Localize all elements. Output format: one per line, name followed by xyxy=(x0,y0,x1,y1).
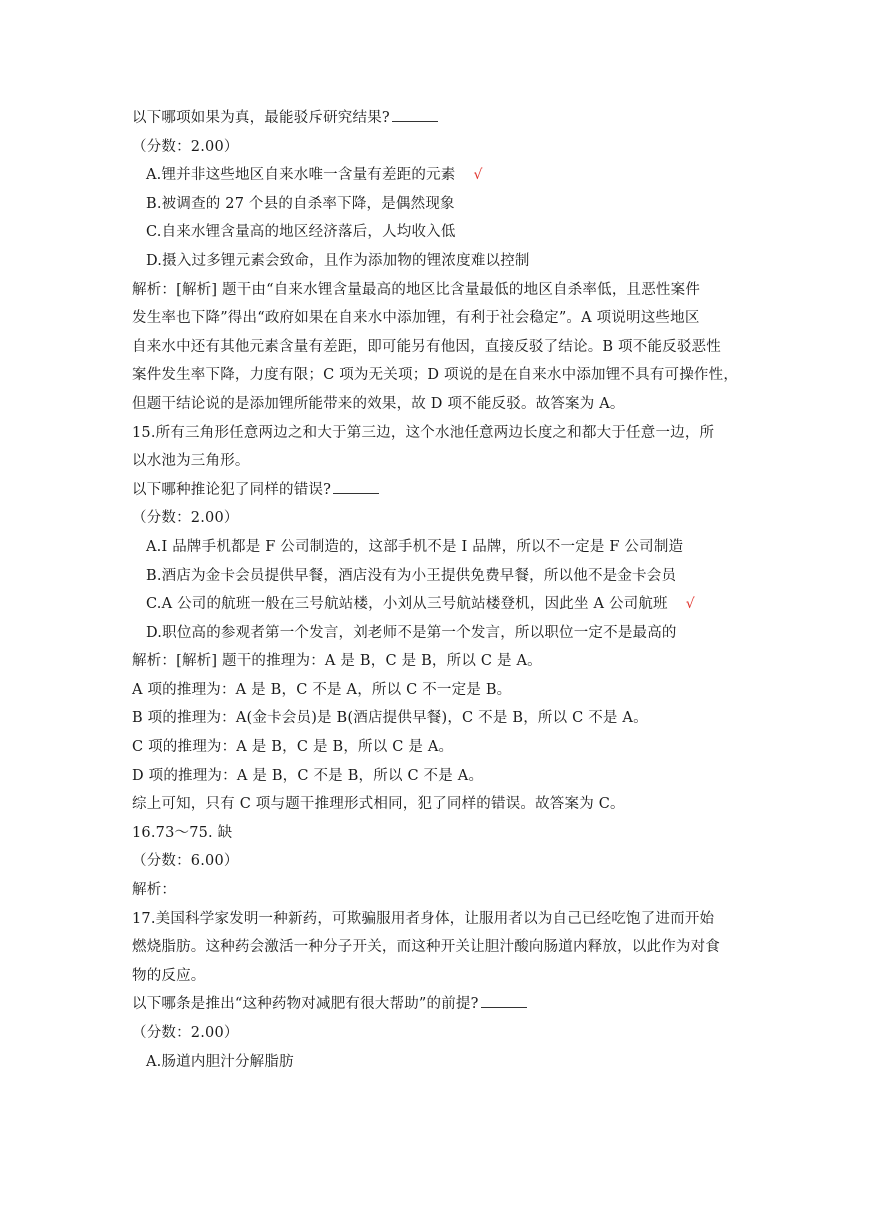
analysis-line: 解析： xyxy=(132,882,177,899)
check-icon: √ xyxy=(473,167,483,184)
analysis-line: 解析：[解析] 题干由“自来水锂含量最高的地区比含量最低的地区自杀率低，且恶性案件 xyxy=(132,281,701,298)
analysis-line: 但题干结论说的是添加锂所能带来的效果，故 D 项不能反驳。故答案为 A。 xyxy=(132,395,625,412)
question-15-stem-cont: 以水池为三角形。 xyxy=(132,453,250,470)
analysis-line: 自来水中还有其他元素含量有差距，即可能另有他因，直接反驳了结论。B 项不能反驳恶性 xyxy=(132,338,721,355)
prompt-text: 以下哪项如果为真，最能驳斥研究结果? xyxy=(132,110,390,126)
analysis-line: 案件发生率下降，力度有限；C 项为无关项；D 项说的是在自来水中添加锂不具有可操作性， xyxy=(132,367,739,384)
question-16-stem: 16.73～75. 缺 xyxy=(132,824,233,841)
score-label: （分数：6.00） xyxy=(132,853,239,870)
option-a: A.肠道内胆汁分解脂肪 xyxy=(146,1053,294,1070)
analysis-line: 解析：[解析] 题干的推理为：A 是 B，C 是 B，所以 C 是 A。 xyxy=(132,653,542,670)
option-c-correct xyxy=(132,590,742,619)
question-prompt xyxy=(132,990,742,1019)
question-17-stem: 17.美国科学家发明一种新药，可欺骗服用者身体，让服用者以为自己已经吃饱了进而开始 xyxy=(132,910,715,927)
prompt-text: 以下哪条是推出“这种药物对减肥有很大帮助”的前提? xyxy=(132,996,479,1013)
option-text: C.A 公司的航班一般在三号航站楼，小刘从三号航站楼登机，因此坐 A 公司航班 xyxy=(146,596,668,613)
score-label: （分数：2.00） xyxy=(132,138,239,155)
option-text: A.锂并非这些地区自来水唯一含量有差距的元素 xyxy=(146,167,456,184)
question-15-stem: 15.所有三角形任意两边之和大于第三边，这个水池任意两边长度之和都大于任意一边，所 xyxy=(132,424,715,441)
score-label: （分数：2.00） xyxy=(132,1025,239,1041)
analysis-line: A 项的推理为：A 是 B，C 不是 A，所以 C 不一定是 B。 xyxy=(132,681,512,698)
document-page xyxy=(132,104,742,1076)
question-17-stem-cont: 物的反应。 xyxy=(132,967,206,984)
option-d: D.职位高的参观者第一个发言，刘老师不是第一个发言，所以职位一定不是最高的 xyxy=(146,624,677,641)
analysis-line: C 项的推理为：A 是 B，C 是 B，所以 C 是 A。 xyxy=(132,739,454,756)
option-d: D.摄入过多锂元素会致命，且作为添加物的锂浓度难以控制 xyxy=(146,252,530,269)
question-prompt xyxy=(132,104,742,133)
prompt-text: 以下哪种推论犯了同样的错误? xyxy=(132,481,332,498)
option-b: B.被调查的 27 个县的自杀率下降，是偶然现象 xyxy=(146,195,455,212)
option-a: A.I 品牌手机都是 F 公司制造的，这部手机不是 I 品牌，所以不一定是 F 公司制造 xyxy=(146,538,684,555)
analysis-line: B 项的推理为：A(金卡会员)是 B(酒店提供早餐)，C 不是 B，所以 C 不是 A。 xyxy=(132,710,648,727)
analysis-line: 发生率也下降”得出“政府如果在自来水中添加锂，有利于社会稳定”。A 项说明这些地区 xyxy=(132,310,700,327)
analysis-line: D 项的推理为：A 是 B，C 不是 B，所以 C 不是 A。 xyxy=(132,767,484,784)
answer-blank xyxy=(392,107,438,122)
score-label: （分数：2.00） xyxy=(132,510,239,527)
check-icon: √ xyxy=(685,596,695,613)
analysis-line: 综上可知，只有 C 项与题干推理形式相同，犯了同样的错误。故答案为 C。 xyxy=(132,796,625,813)
answer-blank xyxy=(481,993,527,1008)
option-c: C.自来水锂含量高的地区经济落后，人均收入低 xyxy=(146,224,456,241)
answer-blank xyxy=(333,479,379,494)
option-b: B.酒店为金卡会员提供早餐，酒店没有为小王提供免费早餐，所以他不是金卡会员 xyxy=(146,567,677,584)
option-a-correct xyxy=(132,161,742,190)
question-17-stem-cont: 燃烧脂肪。这种药会激活一种分子开关，而这种开关让胆汁酸向肠道内释放，以此作为对食 xyxy=(132,939,720,956)
question-prompt xyxy=(132,476,742,505)
